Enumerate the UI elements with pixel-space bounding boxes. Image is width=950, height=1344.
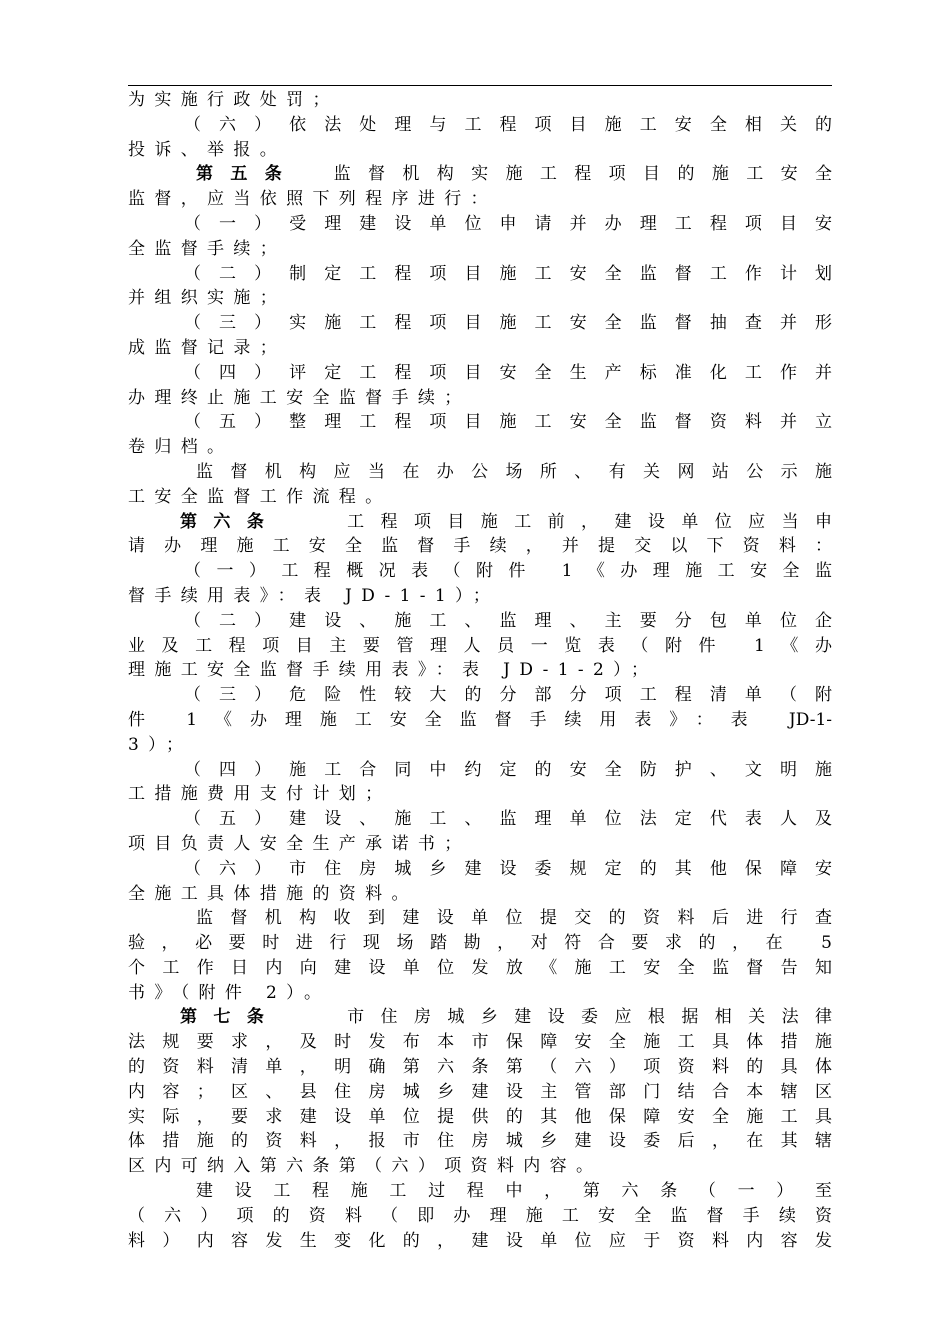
text-line: （二）建设、施工、监理、主要分包单位企: [184, 610, 832, 631]
document-body: [128, 88, 832, 1253]
article-number: 第五条: [196, 164, 300, 185]
text-line: 监督机构实施工程项目的施工安全: [333, 164, 832, 185]
text-line: 市住房城乡建设委应根据相关法律: [347, 1007, 832, 1028]
text-line: 3）；: [128, 734, 193, 755]
article-heading-line: [128, 1005, 832, 1030]
text-line: 卷归档。: [128, 437, 234, 458]
text-line: （五）整理工程项目施工安全监督资料并立: [184, 412, 832, 433]
text-line: 全监督手续；: [128, 238, 287, 259]
text-line: 建设工程施工过程中，第六条（一）至: [196, 1181, 832, 1202]
text-line: 并组织实施；: [128, 288, 287, 309]
text-line: 区内可纳入第六条第（六）项资料内容。: [128, 1156, 603, 1177]
text-line: 项目负责人安全生产承诺书；: [128, 833, 471, 854]
text-line: 书》（附件 2）。: [128, 982, 331, 1003]
article-number: 第七条: [180, 1007, 281, 1028]
text-line: 的资料清单，明确第六条第（六）项资料的具体: [128, 1057, 832, 1078]
text-line: （二）制定工程项目施工安全监督工作计划: [184, 263, 832, 284]
text-line: 工程项目施工前，建设单位应当申: [347, 511, 832, 532]
text-line: （一）受理建设单位申请并办理工程项目安: [184, 213, 832, 234]
text-line: 监督，应当依照下列程序进行：: [128, 189, 497, 210]
text-line: （四）评定工程项目安全生产标准化工作并: [184, 362, 832, 383]
text-line: 法规要求，及时发布本市保障安全施工具体措施: [128, 1032, 832, 1053]
article-heading-line: [128, 510, 832, 535]
text-line: 理施工安全监督手续用表》：表 JD-1-2）；: [128, 660, 658, 681]
text-line: 监督机构应当在办公场所、有关网站公示施: [196, 461, 832, 482]
text-line: 办理终止施工安全监督手续；: [128, 387, 471, 408]
text-line: 投诉、举报。: [128, 139, 287, 160]
text-line: （三）实施工程项目施工安全监督抽查并形: [184, 313, 832, 334]
text-line: 工安全监督工作流程。: [128, 486, 392, 507]
text-line: 工措施费用支付计划；: [128, 784, 392, 805]
text-line: 件 1《办理施工安全监督手续用表》：表 JD-1-: [128, 709, 832, 730]
text-line: （三）危险性较大的分部分项工程清单（附: [184, 685, 832, 706]
text-line: 实际，要求建设单位提供的其他保障安全施工具: [128, 1106, 832, 1127]
text-line: 为实施行政处罚；: [128, 90, 339, 110]
text-line: （五）建设、施工、监理单位法定代表人及: [184, 809, 832, 830]
text-line: 请办理施工安全监督手续，并提交以下资料：: [128, 536, 832, 557]
text-line: 督手续用表》：表 JD-1-1）；: [128, 585, 500, 606]
text-line: 验，必要时进行现场踏勘，对符合要求的，在 5: [128, 933, 832, 954]
text-line: （六）依法处理与工程项目施工安全相关的: [184, 114, 832, 135]
text-line: 体措施的资料，报市住房城乡建设委后，在其辖: [128, 1131, 832, 1152]
article-heading-line: [128, 162, 832, 187]
header-rule: [128, 85, 832, 86]
text-line: （一）工程概况表（附件 1《办理施工安全监: [184, 561, 832, 582]
text-line: 个工作日内向建设单位发放《施工安全监督告知: [128, 957, 832, 978]
text-line: 内容；区、县住房城乡建设主管部门结合本辖区: [128, 1081, 832, 1102]
text-line: 监督机构收到建设单位提交的资料后进行查: [196, 908, 832, 929]
text-line: 料）内容发生变化的，建设单位应于资料内容发: [128, 1230, 832, 1251]
text-line: （四）施工合同中约定的安全防护、文明施: [184, 759, 832, 780]
article-number: 第六条: [180, 511, 281, 532]
text-line: （六）市住房城乡建设委规定的其他保障安: [184, 858, 832, 879]
text-line: 全施工具体措施的资料。: [128, 883, 418, 904]
text-line: 成监督记录；: [128, 337, 287, 358]
text-line: （六）项的资料（即办理施工安全监督手续资: [128, 1205, 832, 1226]
text-line: 业及工程项目主要管理人员一览表（附件 1《办: [128, 635, 832, 656]
